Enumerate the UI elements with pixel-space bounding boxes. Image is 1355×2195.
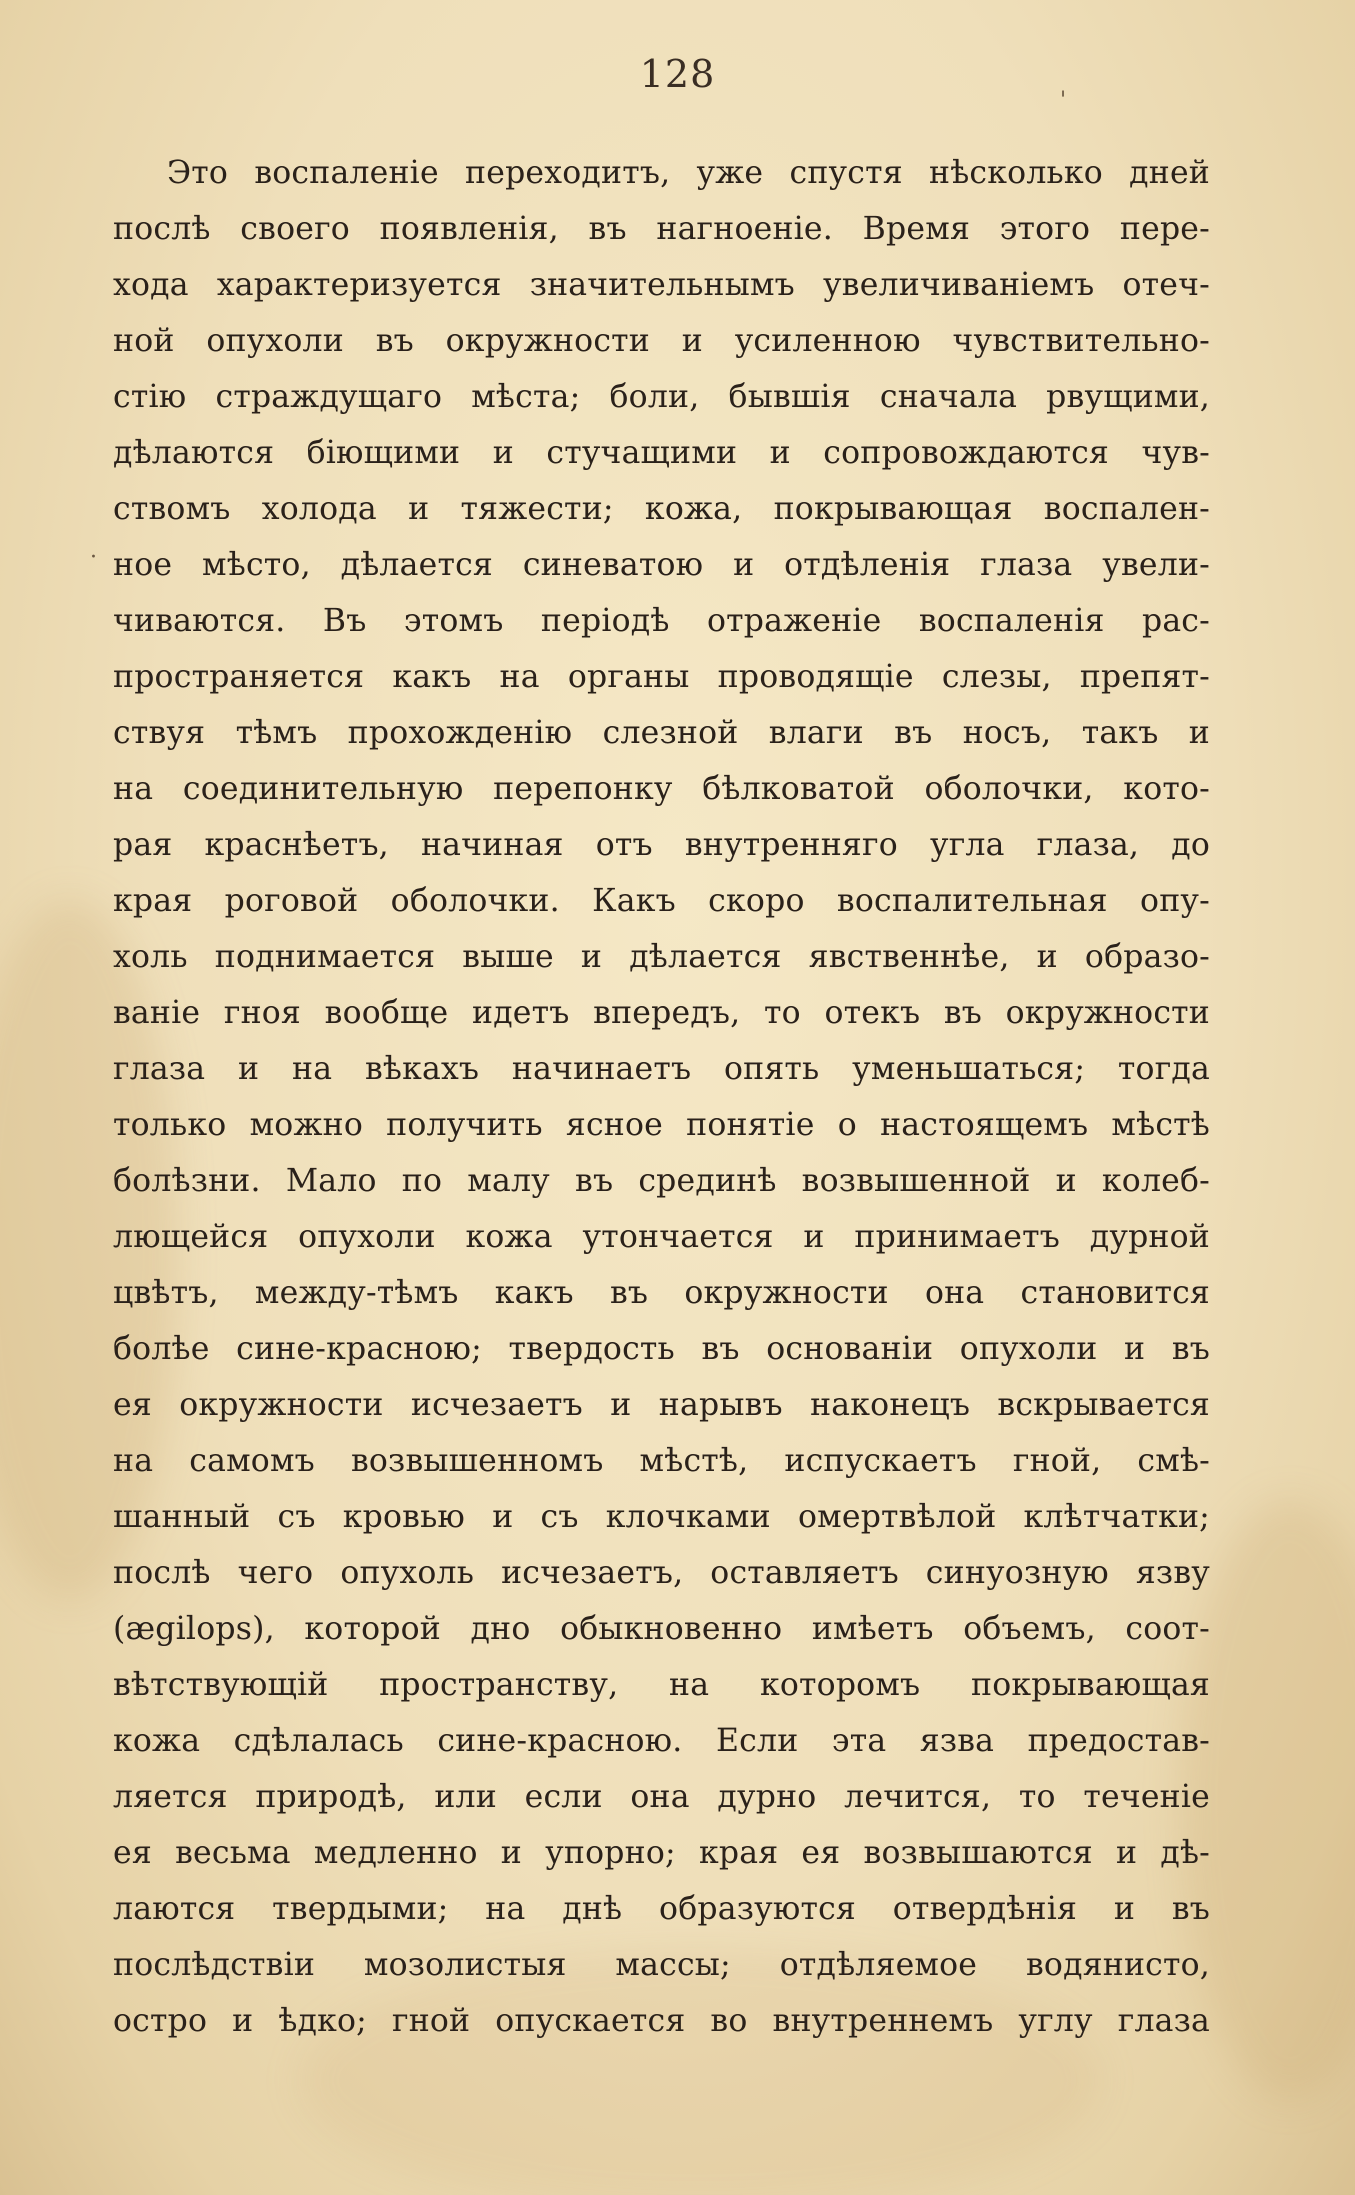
body-text [113, 145, 1210, 2049]
text-line: цвѣтъ, между-тѣмъ какъ въ окружности она становится [113, 1275, 1210, 1311]
text-line: послѣ чего опухоль исчезаетъ, оставляетъ синуозную язву [113, 1555, 1210, 1591]
text-line: на самомъ возвышенномъ мѣстѣ, испускаетъ гной, смѣ- [113, 1443, 1210, 1479]
text-line: ваніе гноя вообще идетъ впередъ, то отекъ въ окружности [113, 995, 1210, 1031]
text-line: шанный съ кровью и съ клочками омертвѣлой клѣтчатки; [113, 1499, 1210, 1535]
text-line: хода характеризуется значительнымъ увеличиваніемъ отеч- [113, 267, 1210, 303]
text-line: чиваются. Въ этомъ періодѣ отраженіе воспаленія рас- [113, 603, 1210, 639]
margin-speck: · [90, 545, 97, 570]
text-line: края роговой оболочки. Какъ скоро воспалительная опу- [113, 883, 1210, 919]
text-line: лющейся опухоли кожа утончается и принимаетъ дурной [113, 1219, 1210, 1255]
text-line: послѣдствіи мозолистыя массы; отдѣляемое водянисто, [113, 1947, 1210, 1983]
text-line: дѣлаются біющими и стучащими и сопровождаются чув- [113, 435, 1210, 471]
text-line: остро и ѣдко; гной опускается во внутреннемъ углу глаза [113, 2003, 1210, 2039]
text-line: ляется природѣ, или если она дурно лечится, то теченіе [113, 1779, 1210, 1815]
text-line: послѣ своего появленія, въ нагноеніе. Время этого пере- [113, 211, 1210, 247]
text-line: ствуя тѣмъ прохожденію слезной влаги въ носъ, такъ и [113, 715, 1210, 751]
text-line: лаются твердыми; на днѣ образуются отвердѣнія и въ [113, 1891, 1210, 1927]
text-line: кожа сдѣлалась сине-красною. Если эта язва предостав- [113, 1723, 1210, 1759]
text-line: болѣе сине-красною; твердость въ основаніи опухоли и въ [113, 1331, 1210, 1367]
text-line: Это воспаленіе переходитъ, уже спустя нѣсколько дней [167, 155, 1210, 191]
text-line: (ægilops), которой дно обыкновенно имѣетъ объемъ, соот- [113, 1611, 1210, 1647]
text-line: пространяется какъ на органы проводящіе слезы, препят- [113, 659, 1210, 695]
text-line: ствомъ холода и тяжести; кожа, покрывающая воспален- [113, 491, 1210, 527]
text-line: холь поднимается выше и дѣлается явственнѣе, и образо- [113, 939, 1210, 975]
text-line: ея весьма медленно и упорно; края ея возвышаются и дѣ- [113, 1835, 1210, 1871]
margin-speck: ' [1060, 88, 1067, 113]
text-line: ное мѣсто, дѣлается синеватою и отдѣленія глаза увели- [113, 547, 1210, 583]
text-line: ея окружности исчезаетъ и нарывъ наконецъ вскрывается [113, 1387, 1210, 1423]
text-line: на соединительную перепонку бѣлковатой оболочки, кото- [113, 771, 1210, 807]
page-number: 128 [639, 52, 716, 96]
text-line: ной опухоли въ окружности и усиленною чувствительно- [113, 323, 1210, 359]
text-line: только можно получить ясное понятіе о настоящемъ мѣстѣ [113, 1107, 1210, 1143]
text-line: болѣзни. Мало по малу въ срединѣ возвышенной и колеб- [113, 1163, 1210, 1199]
text-line: стію страждущаго мѣста; боли, бывшія сначала рвущими, [113, 379, 1210, 415]
text-line: глаза и на вѣкахъ начинаетъ опять уменьшаться; тогда [113, 1051, 1210, 1087]
text-line: вѣтствующій пространству, на которомъ покрывающая [113, 1667, 1210, 1703]
text-line: рая краснѣетъ, начиная отъ внутренняго угла глаза, до [113, 827, 1210, 863]
